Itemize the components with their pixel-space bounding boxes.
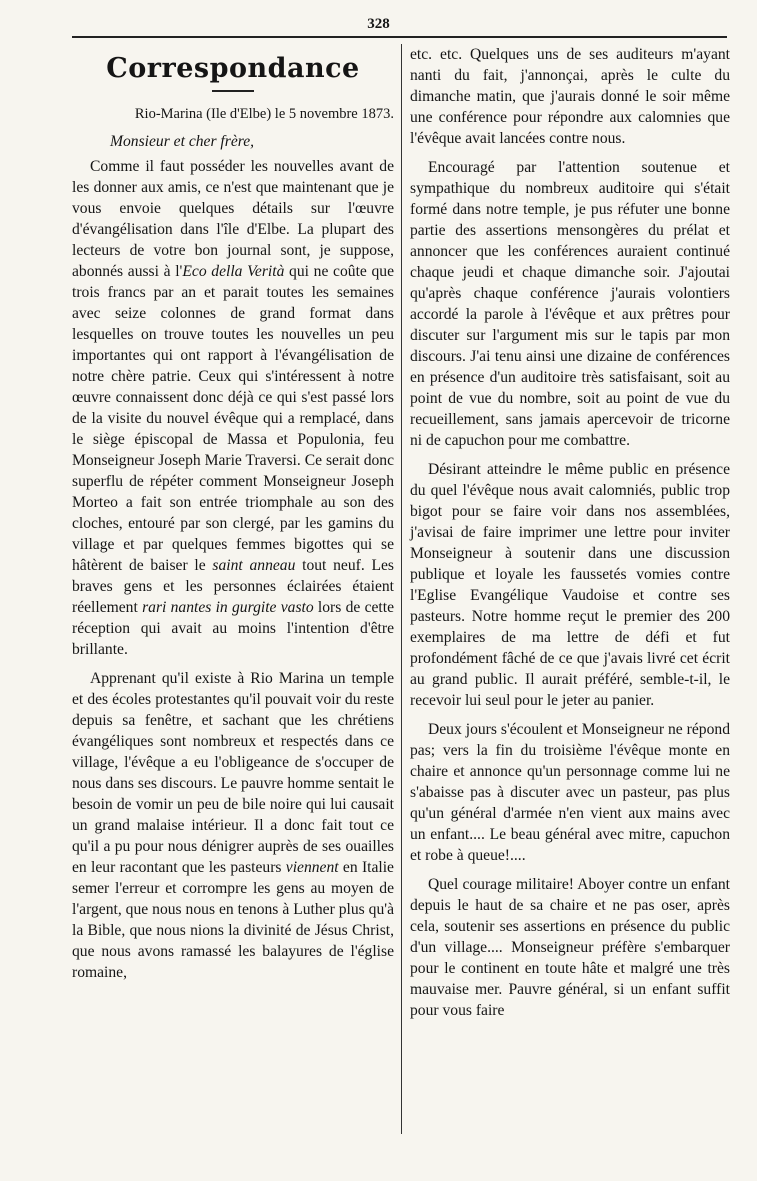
title-underline [212, 90, 254, 92]
text-run: lors de cette réception qui avait au moins l'intention d'être brillante. [72, 599, 395, 658]
italic-text: viennent [285, 859, 339, 876]
column-divider [401, 44, 402, 1134]
text-run: tout neuf. Les braves gens et les personnes éclairées étaient réellement [72, 557, 395, 616]
paragraph [72, 668, 394, 983]
article-title: Correspondance [106, 53, 360, 84]
text-run: Quel courage militaire! Aboyer contre un enfant depuis le haut de sa chaire et ne pas oser, après cela, soutenir ses assertions en présence du public d'un village.... Monseigneur préfère s'embarquer pour le continent en toute hâte et malgré une très mauvaise mer. Pauvre général, si un enfant suffit pour vous faire [410, 876, 730, 1019]
italic-text: Eco della Verità [182, 263, 285, 280]
paragraph [410, 157, 730, 451]
text-run: Désirant atteindre le même public en présence du quel l'évêque nous avait calomniés, public trop bigot pour se faire voir dans nos assemblées, j'avisai de faire imprimer une lettre pour inviter Monseigneur à soutenir dans une discussion publique et loyale les faussetés vomies contre l'Eglise Evangélique Vaudoise et contre ses pasteurs. Notre homme reçut le premier des 200 exemplaires de ma lettre de défi et fut profondément fâché de ce que j'avais livré cet écrit au grand public. Il aurait préféré, semble-t-il, le recevoir lui seul pour le jeter au panier. [410, 461, 730, 709]
left-body [72, 156, 394, 983]
paragraph [410, 459, 730, 711]
salutation: Monsieur et cher frère, [110, 133, 255, 150]
paragraph [72, 156, 394, 660]
text-run: Encouragé par l'attention soutenue et sympathique du nombreux auditoire qui s'était formé dans notre temple, je pus réfuter une bonne partie des assertions mensongères du prélat et annoncer que les conférences auraient continué chaque jeudi et chaque dimanche soir. J'ajoutai qu'après chaque conférence j'aurais volontiers accordé la parole à l'évêque et aux prêtres pour discuter sur l'argument mis sur le tapis par mon discours. J'ai tenu ainsi une dizaine de conférences en présence d'un auditoire très satisfaisant, soit au point de vue du nombre, soit au point de vue du recueillement, sans jamais apercevoir de tricorne ni de capuchon pour me combattre. [410, 159, 730, 449]
text-run: Comme il faut posséder les nouvelles avant de les donner aux amis, ce n'est que maintenant que je vous envoie quelques détails sur l'œuvre d'évangélisation dans l'île d'Elbe. La plupart des lecteurs de votre bon journal sont, je suppose, abonnés aussi à l' [72, 158, 394, 280]
header-rule [72, 36, 727, 38]
paragraph [410, 719, 730, 866]
paragraph [410, 44, 730, 149]
text-run: en Italie semer l'erreur et corrompre les gens au moyen de l'argent, que nous nous en tenons à Luther plus qu'à la Bible, que nous nions la divinité de Jésus Christ, que nous avons ramassé les balayures de l'église romaine, [72, 859, 394, 981]
left-column [72, 44, 394, 983]
text-run: Apprenant qu'il existe à Rio Marina un temple et des écoles protestantes qu'il pouvait voir du reste depuis sa fenêtre, et sachant que les chrétiens évangéliques sont nombreux et respectés dans ce village, l'évêque a eu l'obligeance de s'occuper de nous dans ses discours. Le pauvre homme sentait le besoin de vomir un peu de bile noire qui lui causait un grand malaise intérieur. Il a donc fait tout ce qu'il a pu pour nous dénigrer auprès de ses ouailles en leur racontant que les pasteurs [72, 670, 394, 876]
text-run: etc. etc. Quelques uns de ses auditeurs m'ayant nanti du fait, j'annonçai, après le culte du dimanche matin, que j'aurais donné le soir même une conférence pour répondre aux calomnies que l'évêque avait lancées contre nous. [410, 46, 730, 147]
italic-text: rari nantes in gurgite vasto [142, 599, 314, 616]
right-body [410, 44, 730, 1021]
text-run: qui ne coûte que trois francs par an et parait toutes les semaines avec seize colonnes de grand format dans lesquelles on trouve toutes les nouvelles un peu importantes qui ont rapport à l'évangélisation de notre chère patrie. Ceux qui s'intéressent à notre œuvre connaissent donc déjà ce qui s'est passé lors de la visite du nouvel évêque qui a remplacé, dans le siège épiscopal de Massa et Populonia, feu Monseigneur Joseph Marie Traversi. Ce serait donc superflu de répéter comment Monseigneur Joseph Morteo a fait son entrée triomphale au son des cloches, entouré par son clergé, par les gamins du village et par quelques femmes bigottes qui se hâtèrent de baiser le [72, 263, 395, 574]
dateline: Rio-Marina (Ile d'Elbe) le 5 novembre 1873. [134, 106, 394, 122]
right-column [410, 44, 730, 1021]
page-number: 328 [367, 16, 390, 32]
paragraph [410, 874, 730, 1021]
italic-text: saint anneau [212, 557, 296, 574]
text-run: Deux jours s'écoulent et Monseigneur ne répond pas; vers la fin du troisième l'évêque monte en chaire et annonce qu'un personnage comme lui ne s'abaisse pas à discuter avec un pasteur, pas plus qu'un général d'armée n'en vient aux mains avec un enfant.... Le beau général avec mitre, capuchon et robe à queue!.... [410, 721, 730, 864]
